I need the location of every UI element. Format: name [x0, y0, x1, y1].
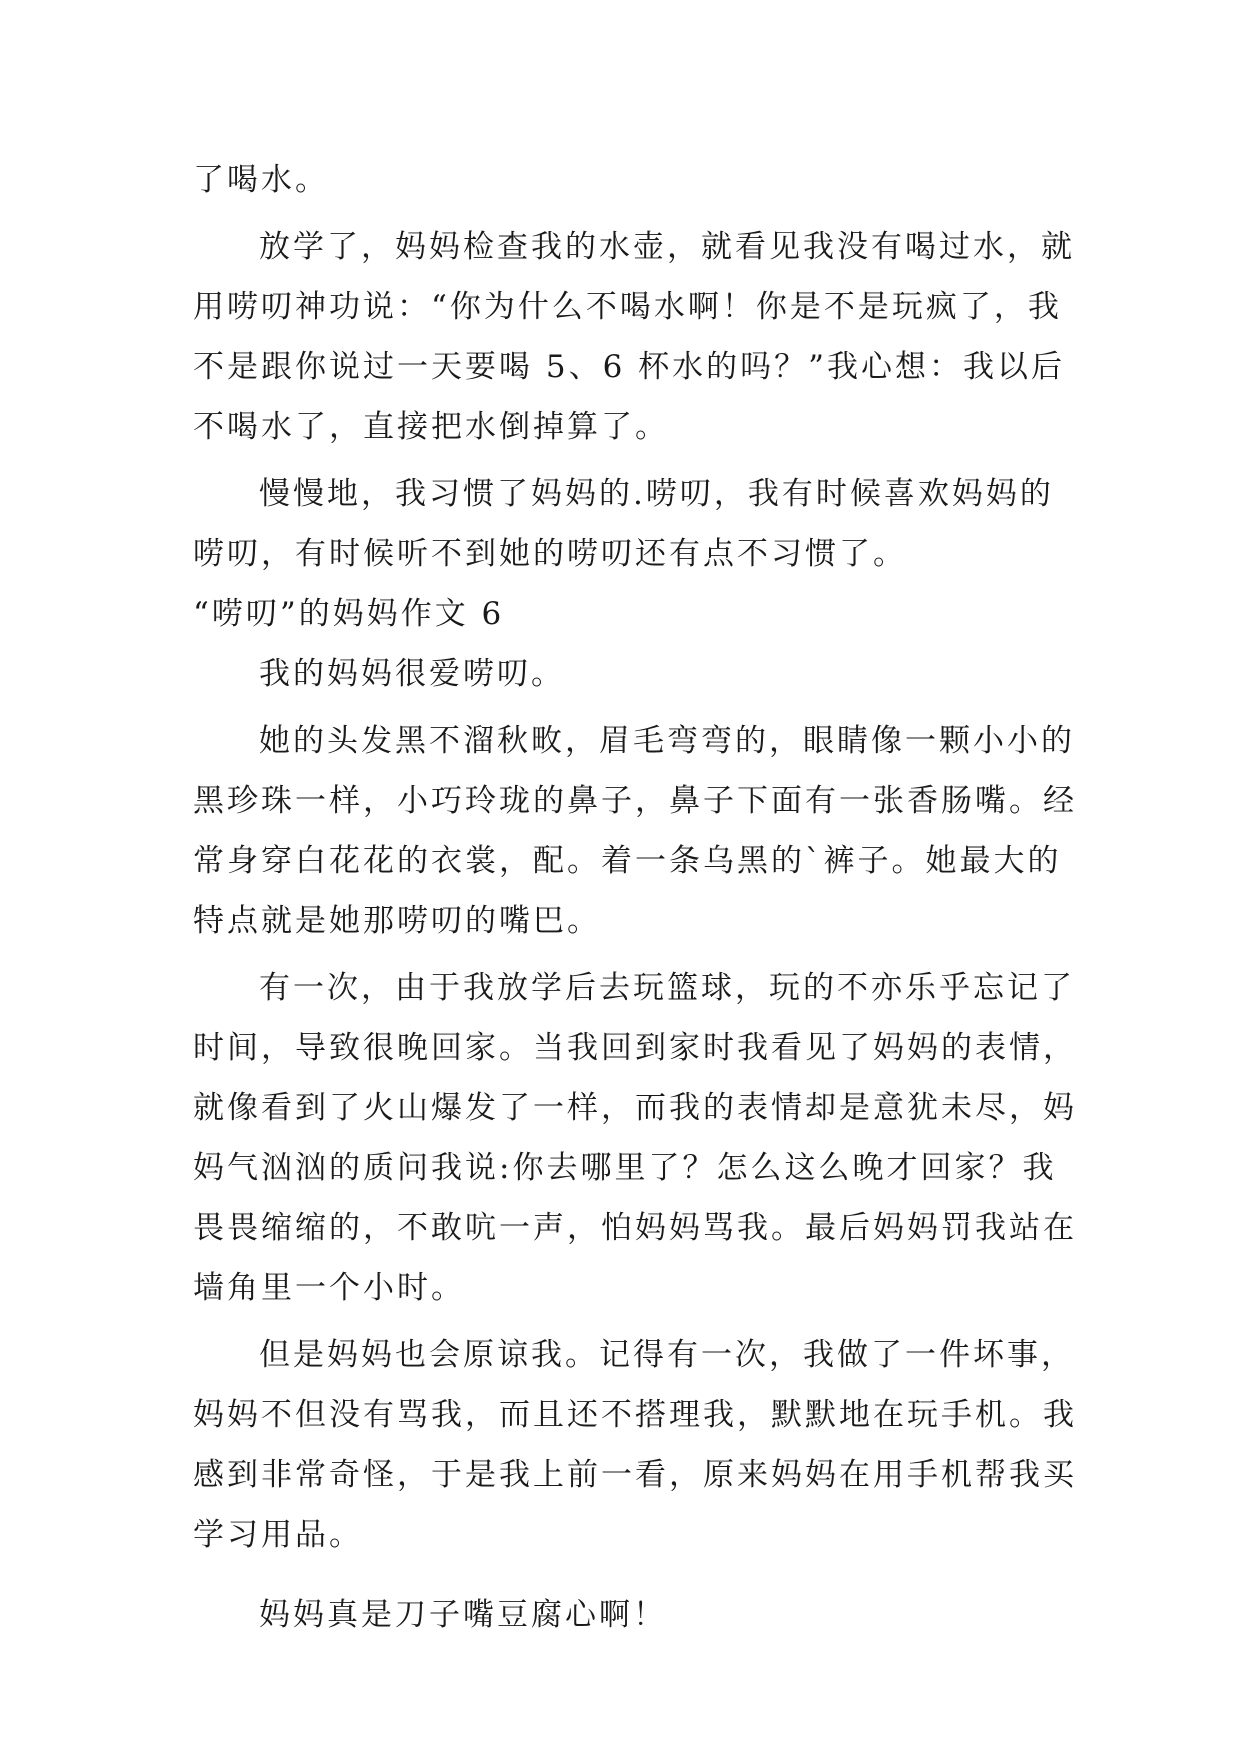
text-line: 唠叨，有时候听不到她的唠叨还有点不习惯了。 [193, 536, 907, 572]
text-line: 感到非常奇怪，于是我上前一看，原来妈妈在用手机帮我买 [193, 1457, 1077, 1493]
paragraph-start: 妈妈真是刀子嘴豆腐心啊！ [259, 1597, 667, 1633]
text-line: 墙角里一个小时。 [193, 1270, 465, 1306]
paragraph-start: 我的妈妈很爱唠叨。 [259, 656, 565, 692]
text-line: 畏畏缩缩的，不敢吭一声，怕妈妈骂我。最后妈妈罚我站在 [193, 1210, 1077, 1246]
paragraph-start: 但是妈妈也会原谅我。记得有一次，我做了一件坏事， [259, 1337, 1075, 1373]
section-heading: “唠叨”的妈妈作文 6 [193, 596, 505, 632]
paragraph-start: 放学了，妈妈检查我的水壶，就看见我没有喝过水，就 [259, 229, 1075, 265]
text-line: 不喝水了，直接把水倒掉算了。 [193, 409, 669, 445]
paragraph-start: 她的头发黑不溜秋畋，眉毛弯弯的，眼睛像一颗小小的 [259, 723, 1075, 759]
text-line: 妈气汹汹的质问我说:你去哪里了？怎么这么晚才回家？我 [193, 1150, 1057, 1186]
text-line: 了喝水。 [193, 162, 329, 198]
text-line: 不是跟你说过一天要喝 5、6 杯水的吗？”我心想：我以后 [193, 349, 1065, 385]
text-line: 常身穿白花花的衣裳，配。着一条乌黑的`裤子。她最大的 [193, 843, 1062, 879]
essay-body [193, 150, 1077, 1645]
text-line: 就像看到了火山爆发了一样，而我的表情却是意犹未尽，妈 [193, 1090, 1077, 1126]
text-line: 用唠叨神功说：“你为什么不喝水啊！你是不是玩疯了，我 [193, 289, 1062, 325]
text-line: 妈妈不但没有骂我，而且还不搭理我，默默地在玩手机。我 [193, 1397, 1077, 1433]
paragraph-start: 慢慢地，我习惯了妈妈的.唠叨，我有时候喜欢妈妈的 [259, 476, 1054, 512]
text-line: 特点就是她那唠叨的嘴巴。 [193, 903, 601, 939]
text-line: 时间，导致很晚回家。当我回到家时我看见了妈妈的表情， [193, 1030, 1077, 1066]
text-line: 学习用品。 [193, 1517, 363, 1553]
text-line: 黑珍珠一样，小巧玲珑的鼻子，鼻子下面有一张香肠嘴。经 [193, 783, 1077, 819]
paragraph-start: 有一次，由于我放学后去玩篮球，玩的不亦乐乎忘记了 [259, 970, 1075, 1006]
